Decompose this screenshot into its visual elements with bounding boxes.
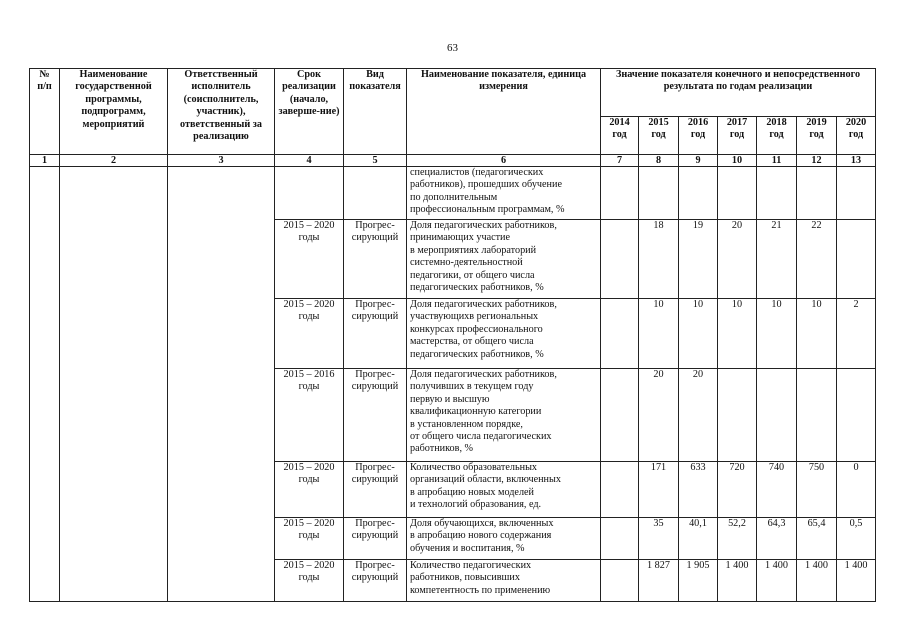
header-number: № п/п — [30, 69, 60, 155]
cell-indicator-type: Прогрес-сирующий — [344, 560, 407, 602]
cell-value — [601, 167, 639, 220]
column-number: 12 — [797, 155, 837, 167]
cell-value: 10 — [639, 299, 679, 369]
cell-indicator-name: Количество педагогических работников, повысивших компетентность по применению — [407, 560, 601, 602]
cell-value: 64,3 — [757, 518, 797, 560]
cell-period — [275, 167, 344, 220]
cell-value: 18 — [639, 220, 679, 299]
column-number: 9 — [679, 155, 718, 167]
cell-value — [837, 220, 876, 299]
cell-value: 35 — [639, 518, 679, 560]
cell-value: 1 400 — [797, 560, 837, 602]
cell-number-empty — [30, 167, 60, 602]
cell-indicator-name: Количество образовательных организаций области, включенных в апробацию новых моделей и технологий образования, ед. — [407, 462, 601, 518]
column-number: 8 — [639, 155, 679, 167]
cell-value: 52,2 — [718, 518, 757, 560]
cell-program-empty — [60, 167, 168, 602]
cell-value: 1 400 — [718, 560, 757, 602]
header-year: 2015 год — [639, 117, 679, 155]
cell-value: 1 400 — [837, 560, 876, 602]
cell-period: 2015 – 2020 годы — [275, 462, 344, 518]
indicator-table — [29, 68, 876, 602]
cell-value — [837, 369, 876, 462]
column-number: 13 — [837, 155, 876, 167]
cell-value — [601, 369, 639, 462]
cell-value — [757, 369, 797, 462]
header-indicator-type: Вид показателя — [344, 69, 407, 155]
header-year: 2014 год — [601, 117, 639, 155]
cell-indicator-type: Прогрес-сирующий — [344, 518, 407, 560]
cell-indicator-type: Прогрес-сирующий — [344, 369, 407, 462]
header-year: 2016 год — [679, 117, 718, 155]
cell-indicator-name: Доля педагогических работников, участвующихв региональных конкурсах профессионального мастерства, от общего числа педагогических работников, % — [407, 299, 601, 369]
cell-value: 10 — [797, 299, 837, 369]
cell-value — [601, 518, 639, 560]
cell-value — [679, 167, 718, 220]
cell-value: 20 — [639, 369, 679, 462]
cell-value — [601, 299, 639, 369]
cell-value — [757, 167, 797, 220]
cell-value: 10 — [718, 299, 757, 369]
cell-value — [837, 167, 876, 220]
cell-indicator-name: Доля педагогических работников, получивших в текущем году первую и высшую квалификационную категории в установленном порядке, от общего числа педагогических работников, % — [407, 369, 601, 462]
cell-period: 2015 – 2020 годы — [275, 220, 344, 299]
column-number: 5 — [344, 155, 407, 167]
cell-period: 2015 – 2020 годы — [275, 299, 344, 369]
cell-value: 633 — [679, 462, 718, 518]
cell-value: 1 827 — [639, 560, 679, 602]
cell-value: 10 — [757, 299, 797, 369]
cell-value — [601, 220, 639, 299]
cell-value — [718, 167, 757, 220]
column-number: 10 — [718, 155, 757, 167]
cell-value: 22 — [797, 220, 837, 299]
cell-value — [797, 167, 837, 220]
cell-period: 2015 – 2020 годы — [275, 518, 344, 560]
cell-value: 0 — [837, 462, 876, 518]
cell-value — [601, 560, 639, 602]
cell-indicator-name: Доля педагогических работников, принимающих участие в мероприятиях лабораторий системно-деятельностной педагогики, от общего числа педагогических работников, % — [407, 220, 601, 299]
cell-value: 65,4 — [797, 518, 837, 560]
cell-value: 10 — [679, 299, 718, 369]
table-row — [30, 167, 876, 220]
cell-value — [601, 462, 639, 518]
column-number: 11 — [757, 155, 797, 167]
cell-period: 2015 – 2016 годы — [275, 369, 344, 462]
cell-value: 171 — [639, 462, 679, 518]
header-indicator-name: Наименование показателя, единица измерения — [407, 69, 601, 155]
cell-indicator-type: Прогрес-сирующий — [344, 462, 407, 518]
cell-value: 740 — [757, 462, 797, 518]
header-executor: Ответственный исполнитель (соисполнитель, участник), ответственный за реализацию — [168, 69, 275, 155]
column-number: 4 — [275, 155, 344, 167]
cell-indicator-name: Доля обучающихся, включенных в апробацию нового содержания обучения и воспитания, % — [407, 518, 601, 560]
cell-indicator-type: Прогрес-сирующий — [344, 299, 407, 369]
column-number: 3 — [168, 155, 275, 167]
column-number: 1 — [30, 155, 60, 167]
header-year: 2019 год — [797, 117, 837, 155]
cell-value: 1 400 — [757, 560, 797, 602]
column-number: 2 — [60, 155, 168, 167]
cell-value: 2 — [837, 299, 876, 369]
cell-indicator-type — [344, 167, 407, 220]
cell-indicator-type: Прогрес-сирующий — [344, 220, 407, 299]
cell-value: 720 — [718, 462, 757, 518]
cell-period: 2015 – 2020 годы — [275, 560, 344, 602]
header-values-group: Значение показателя конечного и непосредственного результата по годам реализации — [601, 69, 876, 117]
cell-value: 19 — [679, 220, 718, 299]
cell-value — [639, 167, 679, 220]
cell-indicator-name: специалистов (педагогических работников), прошедших обучение по дополнительным профессиональным программам, % — [407, 167, 601, 220]
cell-value — [718, 369, 757, 462]
cell-value: 20 — [679, 369, 718, 462]
cell-value: 21 — [757, 220, 797, 299]
cell-value: 20 — [718, 220, 757, 299]
cell-value: 40,1 — [679, 518, 718, 560]
page-number: 63 — [447, 42, 458, 54]
header-program-name: Наименование государственной программы, подпрограмм, мероприятий — [60, 69, 168, 155]
header-period: Срок реализации (начало, заверше-ние) — [275, 69, 344, 155]
column-number: 7 — [601, 155, 639, 167]
cell-value: 750 — [797, 462, 837, 518]
cell-executor-empty — [168, 167, 275, 602]
cell-value — [797, 369, 837, 462]
header-year: 2017 год — [718, 117, 757, 155]
header-year: 2018 год — [757, 117, 797, 155]
column-number: 6 — [407, 155, 601, 167]
cell-value: 0,5 — [837, 518, 876, 560]
cell-value: 1 905 — [679, 560, 718, 602]
header-year: 2020 год — [837, 117, 876, 155]
